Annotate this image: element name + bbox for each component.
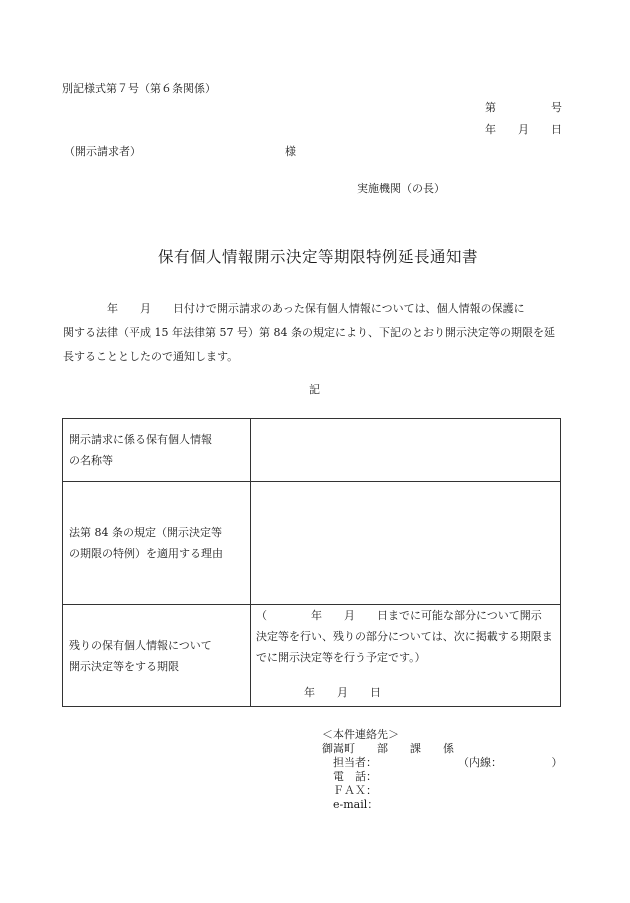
honorific: 様 <box>285 145 296 158</box>
table-row <box>63 419 561 482</box>
contact-department: 御嵩町 部 課 係 <box>322 742 454 755</box>
contact-heading: ＜本件連絡先＞ <box>322 728 399 741</box>
recipient-label: （開示請求者） <box>64 145 141 158</box>
deadline-text-line: 決定等を行い、残りの部分については、次に掲載する期限ま <box>256 630 553 643</box>
document-number: 第 号 <box>485 101 562 114</box>
contact-phone: 電 話： <box>322 770 377 783</box>
reason-label: 法第 84 条の規定（開示決定等 の期限の特例）を適用する理由 <box>63 482 251 605</box>
contact-extension: （内線： ） <box>458 756 563 769</box>
body-line: 長することとしたので通知します。 <box>63 350 239 363</box>
issue-date: 年 月 日 <box>485 123 562 136</box>
table-row <box>63 605 561 707</box>
body-line: 関する法律（平成 15 年法律第 57 号）第 84 条の規定により、下記のとおり開示決定等の期限を延 <box>63 326 555 339</box>
deadline-text-line: でに開示決定等を行う予定です。） <box>256 651 426 664</box>
notice-body <box>63 297 568 369</box>
reason-value[interactable] <box>251 482 561 605</box>
contact-fax: ＦＡＸ： <box>322 784 377 797</box>
body-line: 年 月 日付けで開示請求のあった保有個人情報については、個人情報の保護に <box>63 302 525 315</box>
ki-heading: 記 <box>309 383 320 396</box>
document-title: 保有個人情報開示決定等期限特例延長通知書 <box>158 248 479 266</box>
contact-person: 担当者： <box>322 756 377 769</box>
contact-email: e-mail： <box>322 798 379 811</box>
deadline-text-line: （ 年 月 日までに可能な部分について開示 <box>256 609 542 622</box>
deadline-value <box>251 605 561 707</box>
form-number-label: 別記様式第７号（第６条関係） <box>62 82 216 95</box>
deadline-date: 年 月 日 <box>304 686 381 699</box>
info-name-value[interactable] <box>251 419 561 482</box>
details-table <box>62 418 561 707</box>
info-name-label: 開示請求に係る保有個人情報 の名称等 <box>63 419 251 482</box>
deadline-label: 残りの保有個人情報について 開示決定等をする期限 <box>63 605 251 707</box>
issuer-name: 実施機関（の長） <box>357 182 445 195</box>
table-row <box>63 482 561 605</box>
